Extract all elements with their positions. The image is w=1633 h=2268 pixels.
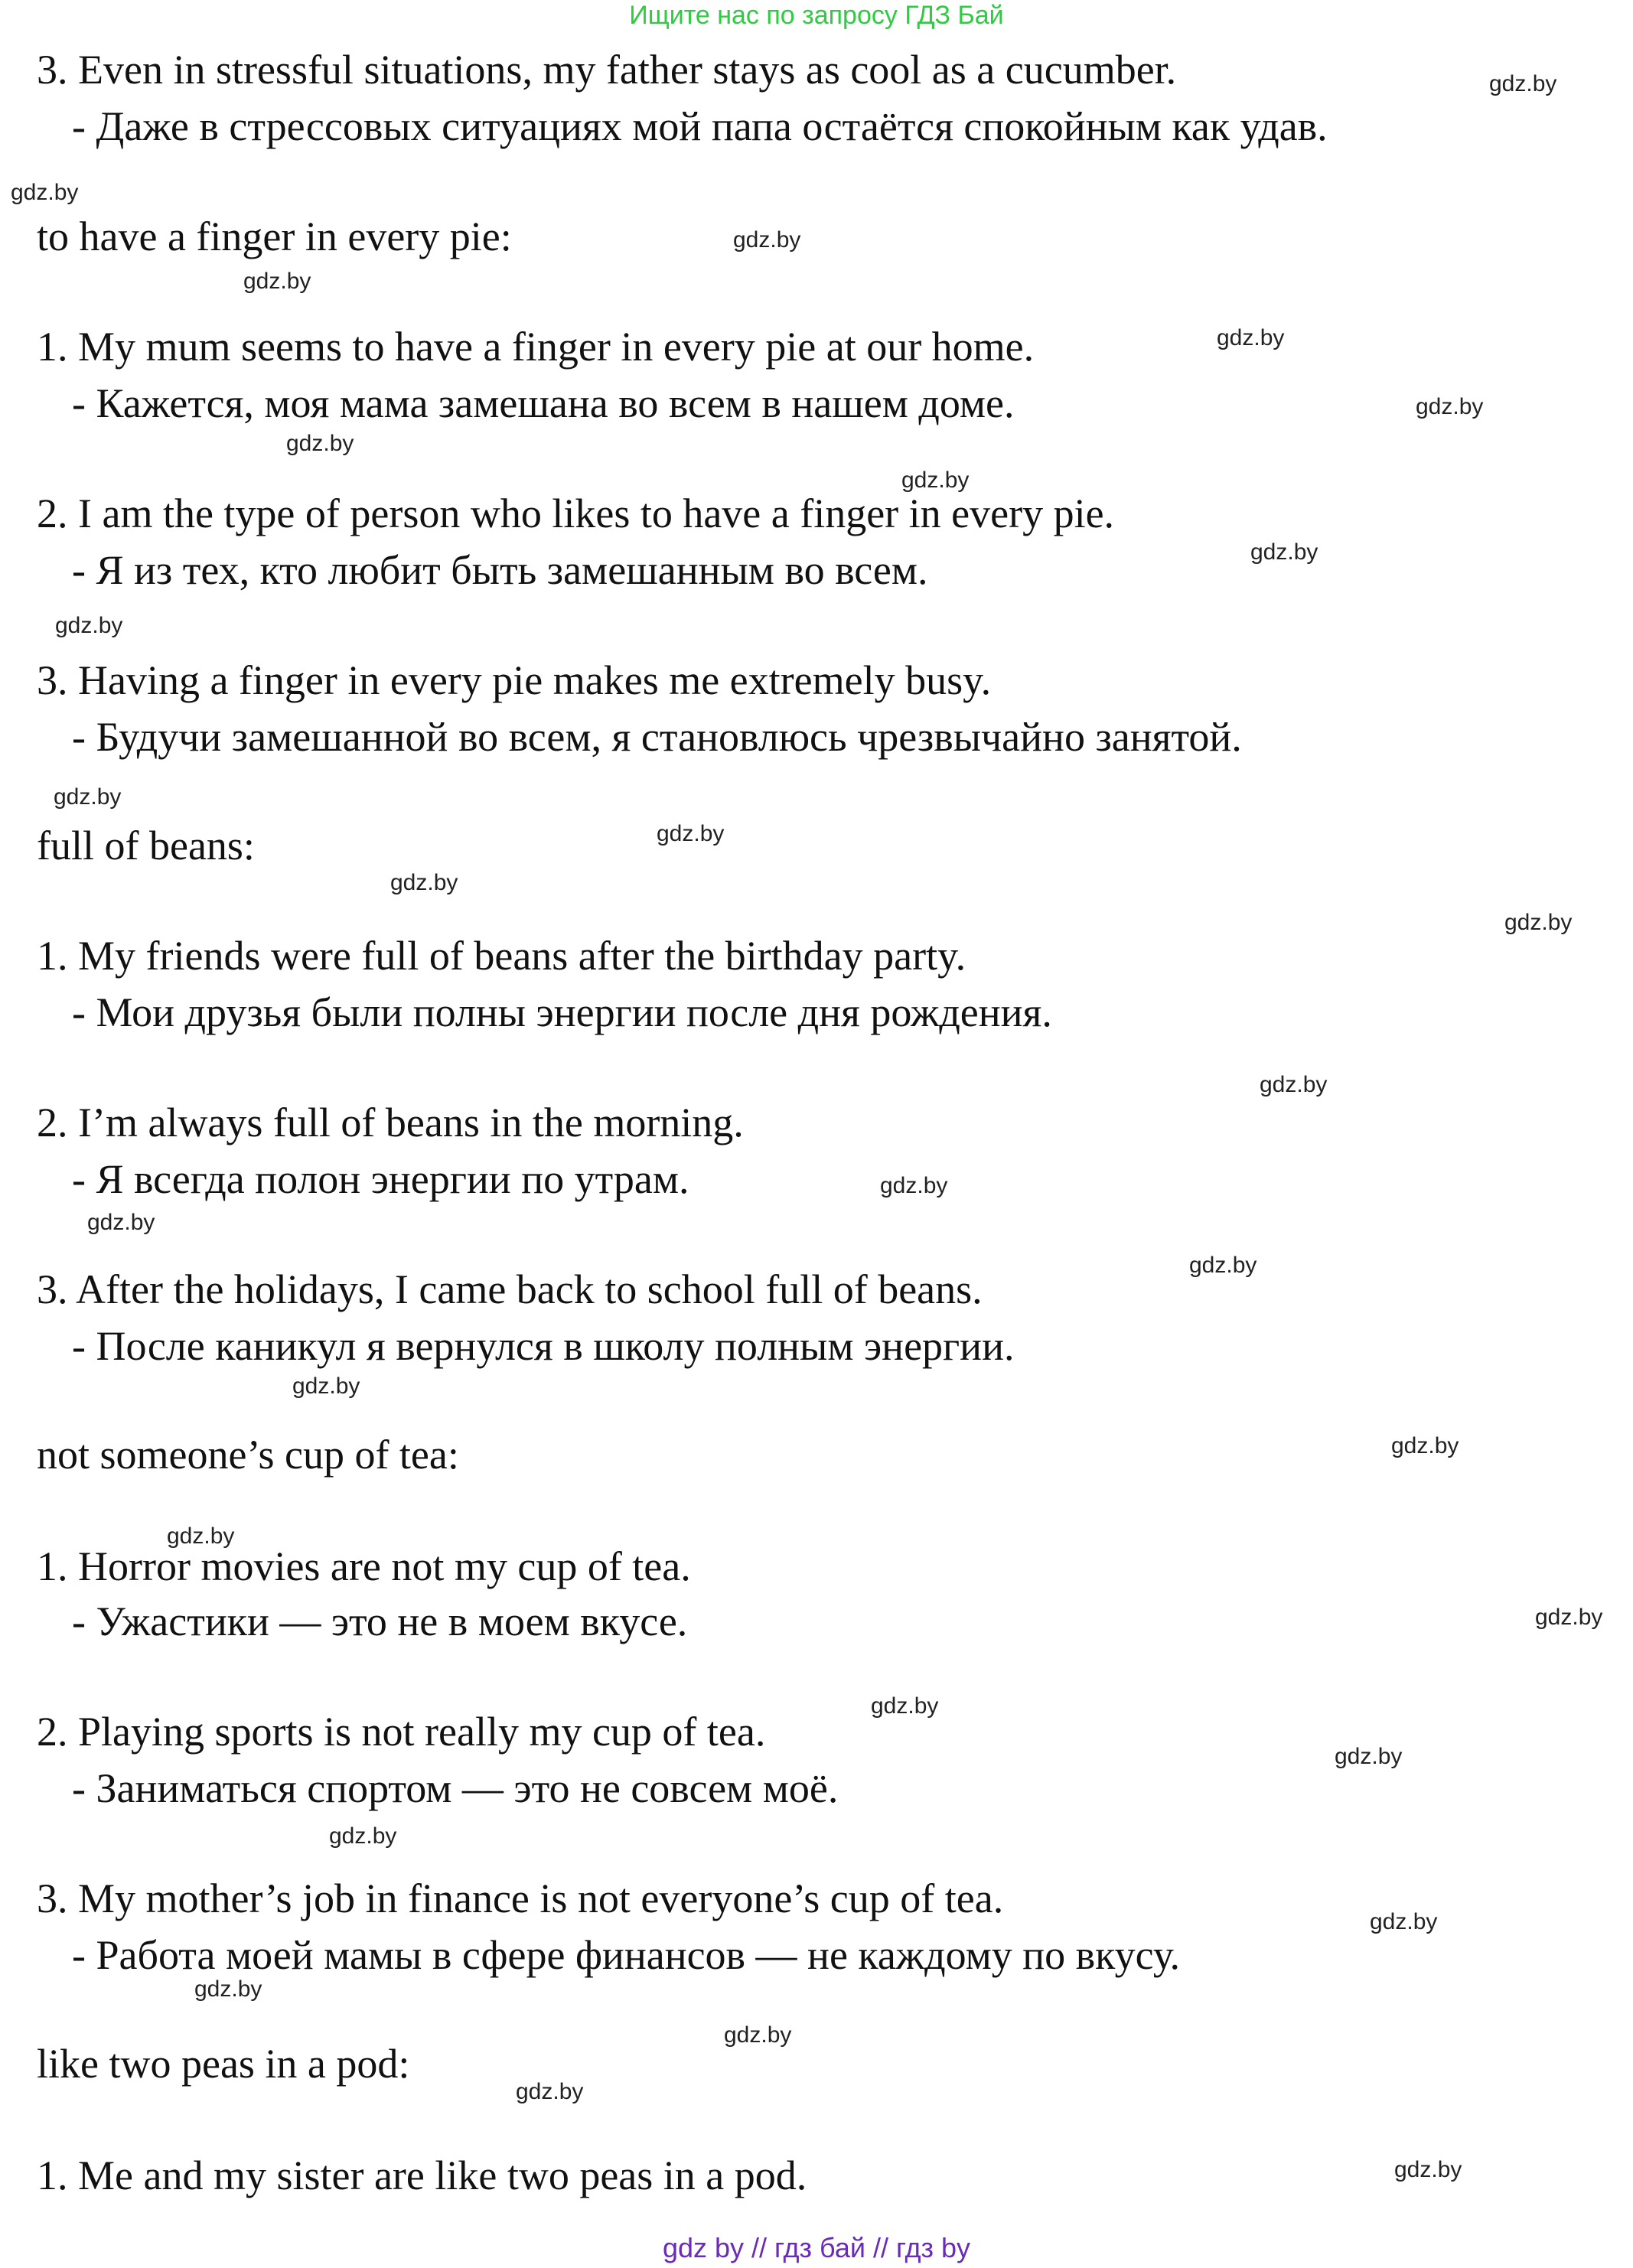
watermark: gdz.by <box>880 1173 948 1198</box>
example-en: 2. Playing sports is not really my cup of tea. <box>37 1709 766 1755</box>
watermark: gdz.by <box>871 1693 939 1719</box>
example-en: 3. Having a finger in every pie makes me extremely busy. <box>37 657 992 703</box>
watermark: gdz.by <box>390 870 458 895</box>
watermark: gdz.by <box>516 2079 584 2104</box>
example-en: 2. I am the type of person who likes to have a finger in every pie. <box>37 490 1115 536</box>
example-en: 3. My mother’s job in finance is not everyone’s cup of tea. <box>37 1875 1004 1921</box>
watermark: gdz.by <box>1250 539 1318 565</box>
example-en: 3. After the holidays, I came back to school full of beans. <box>37 1266 983 1312</box>
idiom-term: to have a finger in every pie: <box>37 213 512 259</box>
watermark: gdz.by <box>1217 325 1285 350</box>
watermark: gdz.by <box>733 227 801 253</box>
example-ru: - Мои друзья были полны энергии после дня рождения. <box>72 989 1052 1035</box>
watermark: gdz.by <box>724 2022 792 2048</box>
search-hint-banner: Ищите нас по запросу ГДЗ Бай <box>629 1 1004 30</box>
example-ru: - Даже в стрессовых ситуациях мой папа остаётся спокойным как удав. <box>72 103 1328 149</box>
idiom-term: like two peas in a pod: <box>37 2041 410 2087</box>
watermark: gdz.by <box>329 1823 397 1849</box>
watermark: gdz.by <box>11 180 79 205</box>
idiom-term: not someone’s cup of tea: <box>37 1432 459 1478</box>
idiom-term: full of beans: <box>37 823 255 868</box>
watermark: gdz.by <box>1260 1072 1328 1097</box>
watermark: gdz.by <box>1391 1433 1459 1458</box>
example-en: 2. I’m always full of beans in the morning. <box>37 1100 744 1145</box>
example-ru: - Я из тех, кто любит быть замешанным во всем. <box>72 547 928 593</box>
watermark: gdz.by <box>1504 910 1573 935</box>
watermark: gdz.by <box>1189 1253 1257 1278</box>
example-ru: - После каникул я вернулся в школу полным энергии. <box>72 1323 1015 1369</box>
watermark: gdz.by <box>54 784 122 810</box>
watermark: gdz.by <box>194 1976 262 2002</box>
example-ru: - Работа моей мамы в сфере финансов — не каждому по вкусу. <box>72 1932 1180 1978</box>
watermark: gdz.by <box>1489 71 1557 96</box>
watermark: gdz.by <box>1335 1744 1403 1769</box>
watermark: gdz.by <box>901 468 970 493</box>
example-en: 3. Even in stressful situations, my father stays as cool as a cucumber. <box>37 47 1177 93</box>
example-ru: - Заниматься спортом — это не совсем моё. <box>72 1765 839 1811</box>
example-ru: - Будучи замешанной во всем, я становлюсь чрезвычайно занятой. <box>72 714 1242 760</box>
watermark: gdz.by <box>87 1210 155 1235</box>
watermark: gdz.by <box>657 821 725 846</box>
watermark: gdz.by <box>1416 394 1484 419</box>
watermark: gdz.by <box>292 1374 360 1399</box>
example-en: 1. Horror movies are not my cup of tea. <box>37 1543 691 1589</box>
footer-links: gdz by // гдз бай // гдз by <box>662 2232 971 2263</box>
example-en: 1. Me and my sister are like two peas in a pod. <box>37 2152 807 2198</box>
example-en: 1. My friends were full of beans after the birthday party. <box>37 933 966 979</box>
watermark: gdz.by <box>243 269 311 294</box>
example-ru: - Кажется, моя мама замешана во всем в нашем доме. <box>72 380 1015 426</box>
example-ru: - Я всегда полон энергии по утрам. <box>72 1156 689 1202</box>
example-ru: - Ужастики — это не в моем вкусе. <box>72 1598 688 1644</box>
example-en: 1. My mum seems to have a finger in every pie at our home. <box>37 324 1035 370</box>
watermark: gdz.by <box>1370 1909 1438 1934</box>
watermark: gdz.by <box>167 1523 235 1549</box>
watermark: gdz.by <box>55 613 123 638</box>
watermark: gdz.by <box>1394 2157 1462 2182</box>
watermark: gdz.by <box>286 431 354 456</box>
watermark: gdz.by <box>1535 1605 1603 1630</box>
